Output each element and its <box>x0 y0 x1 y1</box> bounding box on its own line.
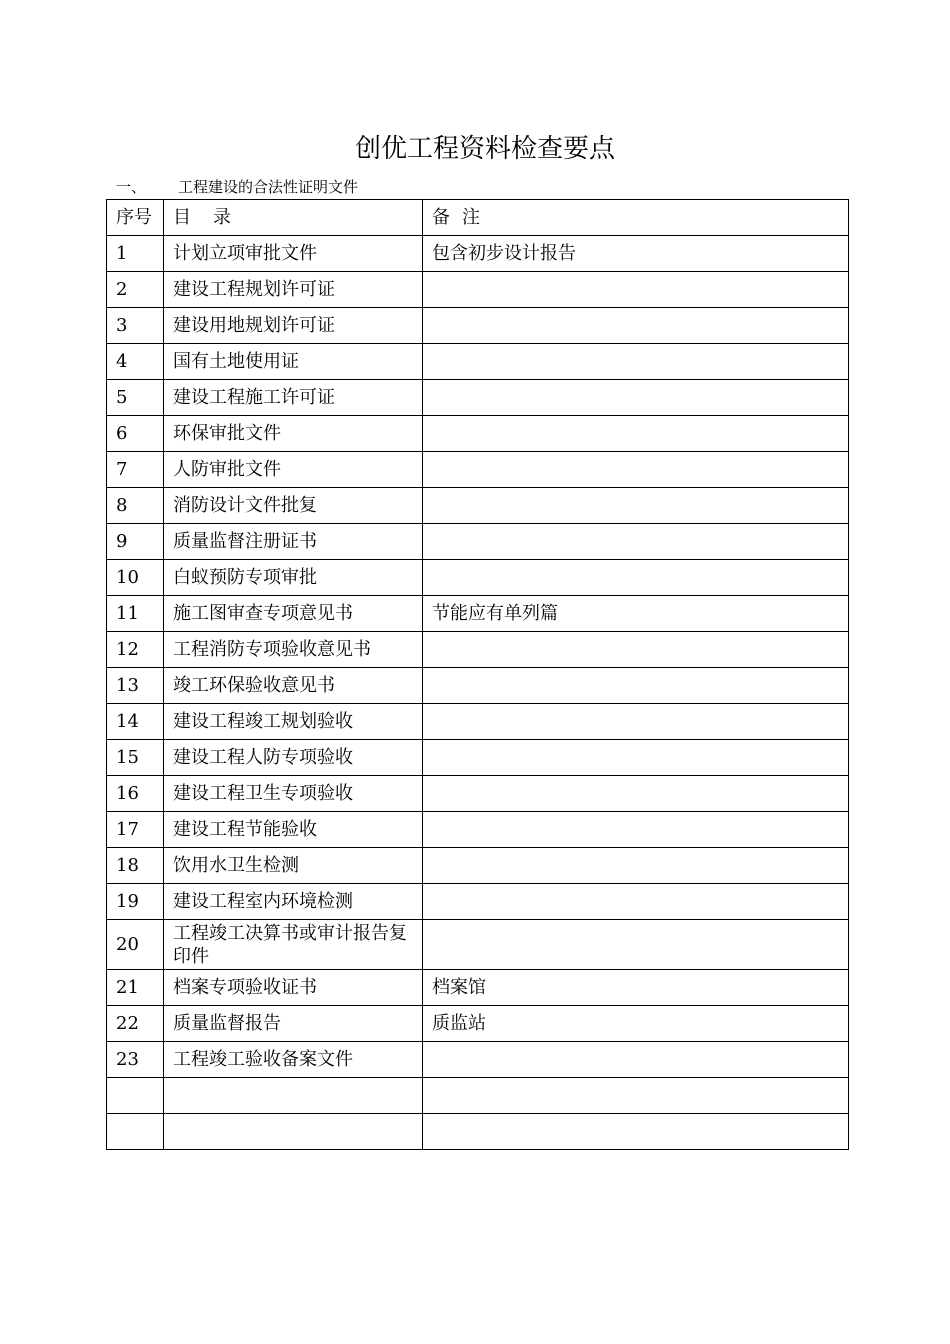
table-header-row <box>107 200 849 236</box>
row-item: 竣工环保验收意见书 <box>164 668 423 704</box>
table-row <box>107 632 849 668</box>
table-row <box>107 848 849 884</box>
row-remark <box>423 848 849 884</box>
row-number: 5 <box>107 380 164 416</box>
row-remark <box>423 812 849 848</box>
row-remark <box>423 308 849 344</box>
document-table <box>106 199 849 1150</box>
table-row <box>107 812 849 848</box>
row-item: 人防审批文件 <box>164 452 423 488</box>
header-no <box>107 200 164 236</box>
table-row <box>107 970 849 1006</box>
row-remark <box>423 452 849 488</box>
row-item: 质量监督注册证书 <box>164 524 423 560</box>
row-number: 14 <box>107 704 164 740</box>
table-row <box>107 1078 849 1114</box>
row-item: 档案专项验收证书 <box>164 970 423 1006</box>
row-remark: 档案馆 <box>423 970 849 1006</box>
row-number: 6 <box>107 416 164 452</box>
row-item: 质量监督报告 <box>164 1006 423 1042</box>
row-remark <box>423 1042 849 1078</box>
row-item: 环保审批文件 <box>164 416 423 452</box>
table-row <box>107 1006 849 1042</box>
row-item: 建设工程规划许可证 <box>164 272 423 308</box>
row-item: 消防设计文件批复 <box>164 488 423 524</box>
row-remark <box>423 776 849 812</box>
header-no-label: 序号 <box>116 207 152 228</box>
row-remark <box>423 704 849 740</box>
row-item <box>164 1078 423 1114</box>
row-number: 1 <box>107 236 164 272</box>
row-item: 工程竣工决算书或审计报告复印件 <box>164 920 423 970</box>
row-remark <box>423 560 849 596</box>
row-remark: 节能应有单列篇 <box>423 596 849 632</box>
row-remark <box>423 632 849 668</box>
row-remark <box>423 884 849 920</box>
table-row <box>107 452 849 488</box>
row-item: 计划立项审批文件 <box>164 236 423 272</box>
row-remark: 质监站 <box>423 1006 849 1042</box>
row-number: 12 <box>107 632 164 668</box>
row-number: 19 <box>107 884 164 920</box>
row-number: 13 <box>107 668 164 704</box>
row-number: 22 <box>107 1006 164 1042</box>
row-item: 建设工程卫生专项验收 <box>164 776 423 812</box>
row-remark <box>423 344 849 380</box>
table-row <box>107 704 849 740</box>
row-remark <box>423 740 849 776</box>
row-number: 8 <box>107 488 164 524</box>
row-number: 3 <box>107 308 164 344</box>
table-row <box>107 740 849 776</box>
row-item: 建设工程节能验收 <box>164 812 423 848</box>
table-row <box>107 668 849 704</box>
row-item: 施工图审查专项意见书 <box>164 596 423 632</box>
row-item: 建设用地规划许可证 <box>164 308 423 344</box>
table-row <box>107 920 849 970</box>
header-remark-label-a: 备 <box>432 207 450 228</box>
row-item: 饮用水卫生检测 <box>164 848 423 884</box>
row-remark <box>423 524 849 560</box>
table-row <box>107 524 849 560</box>
table-row <box>107 308 849 344</box>
row-item <box>164 1114 423 1150</box>
table-row <box>107 596 849 632</box>
table-row <box>107 416 849 452</box>
table-row <box>107 1042 849 1078</box>
row-number: 21 <box>107 970 164 1006</box>
row-remark <box>423 1078 849 1114</box>
row-item: 建设工程室内环境检测 <box>164 884 423 920</box>
table-row <box>107 272 849 308</box>
row-number: 2 <box>107 272 164 308</box>
row-number: 16 <box>107 776 164 812</box>
row-number: 11 <box>107 596 164 632</box>
row-number: 10 <box>107 560 164 596</box>
row-remark <box>423 380 849 416</box>
table-row <box>107 884 849 920</box>
row-remark: 包含初步设计报告 <box>423 236 849 272</box>
section-title: 工程建设的合法性证明文件 <box>178 178 359 196</box>
section-heading <box>116 177 358 197</box>
row-remark <box>423 1114 849 1150</box>
row-item: 国有土地使用证 <box>164 344 423 380</box>
page-title: 创优工程资料检查要点 <box>354 134 615 164</box>
row-remark <box>423 920 849 970</box>
header-item-label-a: 目 <box>173 207 191 228</box>
row-remark <box>423 416 849 452</box>
row-number: 9 <box>107 524 164 560</box>
row-number: 4 <box>107 344 164 380</box>
table-row <box>107 344 849 380</box>
row-remark <box>423 272 849 308</box>
table-row <box>107 560 849 596</box>
table-row <box>107 1114 849 1150</box>
row-item: 建设工程施工许可证 <box>164 380 423 416</box>
row-item: 白蚁预防专项审批 <box>164 560 423 596</box>
row-number <box>107 1078 164 1114</box>
table-body <box>107 236 849 1150</box>
row-item: 工程竣工验收备案文件 <box>164 1042 423 1078</box>
row-number: 15 <box>107 740 164 776</box>
table-row <box>107 488 849 524</box>
row-number <box>107 1114 164 1150</box>
row-remark <box>423 488 849 524</box>
header-item <box>164 200 423 236</box>
row-number: 23 <box>107 1042 164 1078</box>
row-number: 18 <box>107 848 164 884</box>
table-row <box>107 776 849 812</box>
header-remark <box>423 200 849 236</box>
row-remark <box>423 668 849 704</box>
table-row <box>107 236 849 272</box>
row-number: 17 <box>107 812 164 848</box>
header-remark-label-b: 注 <box>462 207 480 228</box>
row-number: 7 <box>107 452 164 488</box>
row-number: 20 <box>107 920 164 970</box>
row-item: 工程消防专项验收意见书 <box>164 632 423 668</box>
header-item-label-b: 录 <box>213 207 231 228</box>
row-item: 建设工程人防专项验收 <box>164 740 423 776</box>
table-row <box>107 380 849 416</box>
section-number: 一、 <box>116 178 147 196</box>
row-item: 建设工程竣工规划验收 <box>164 704 423 740</box>
